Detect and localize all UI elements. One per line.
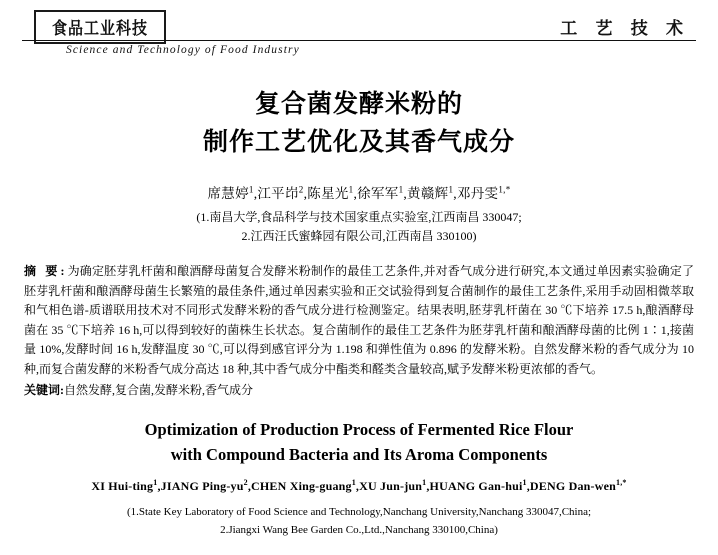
affiliation-en-1: (1.State Key Laboratory of Food Science and Technology,Nanchang University,Nanchang 330047,China; bbox=[126, 505, 592, 518]
journal-logo-text: 食品工业科技 bbox=[51, 19, 148, 38]
affiliations-en bbox=[0, 503, 718, 539]
authors-cn: 席慧婷$^1$,江平岇$^2$,陈星光$^1$,徐军军$^1$,黄赣辉$^1$,邓丹雯$^{1,*}$ bbox=[207, 184, 511, 201]
paper-title-cn bbox=[0, 86, 718, 162]
keywords-label: 关键词: bbox=[24, 383, 64, 397]
section-heading: 工 艺 技 术 bbox=[560, 19, 690, 38]
journal-logo bbox=[34, 10, 166, 44]
affiliation-cn-2: 2.江西汪氏蜜蜂园有限公司,江西南昌 330100) bbox=[241, 229, 477, 243]
affiliations-cn bbox=[0, 208, 718, 246]
affiliation-cn-1: (1.南昌大学,食品科学与技术国家重点实验室,江西南昌 330047; bbox=[196, 210, 522, 224]
abstract-label: 摘 要: bbox=[24, 264, 68, 278]
abstract-text: 为确定胚芽乳杆菌和酿酒酵母菌复合发酵米粉制作的最佳工艺条件,并对香气成分进行研究,本文通过单因素实验确定了胚芽乳杆菌和酿酒酵母菌生长繁殖的最佳条件,通过单因素实验和正交试验得到复合菌制作的最佳工艺条件,采用手动固相微萃取和气相色谱-质谱联用技术对不同形式发酵米粉的香气成分进行检测鉴定。结果表明,胚芽乳杆菌在 30 ℃下培养 17.5 h,酿酒酵母菌在 35 ℃下培养 16 h,可以得到较好的菌株生长状态。复合菌制作的最佳工艺条件为胚芽乳杆菌和酿酒酵母菌的比例 1∶1,接菌量 10%,发酵时间 16 h,发酵温度 30 ℃,可以得到感官评分为 1.198 和弹性值为 0.896 的发酵米粉。自然发酵米粉的香气成分为 10 种,而复合菌发酵的米粉香气成分高达 18 种,其中香气成分中酯类和醛类含量较高,赋予发酵米粉更浓郁的香气。 bbox=[24, 264, 694, 376]
paper-title-en bbox=[0, 417, 718, 467]
paper-title-cn-line1: 复合菌发酵米粉的 bbox=[254, 91, 463, 118]
keywords-cn bbox=[24, 381, 694, 401]
paper-title-cn-line2: 制作工艺优化及其香气成分 bbox=[202, 129, 515, 156]
page-header bbox=[0, 0, 718, 62]
header-divider bbox=[22, 40, 696, 41]
affiliation-en-2: 2.Jiangxi Wang Bee Garden Co.,Ltd.,Nanchang 330100,China) bbox=[220, 523, 498, 536]
authors-en: XI Hui-ting$^1$,JIANG Ping-$yu^2,CHEN$ Xing-guang$^1$,XU Jun-jun$^1$,HUANG Gan-hui$^1$,DENG Dan-wen$^{1,*}$ bbox=[91, 477, 627, 493]
keywords-text: 自然发酵,复合菌,发酵米粉,香气成分 bbox=[64, 383, 254, 397]
abstract-cn bbox=[24, 262, 694, 379]
paper-title-en-line2: with Compound Bacteria and Its Aroma Components bbox=[170, 444, 548, 464]
journal-english-name: Science and Technology of Food Industry bbox=[66, 44, 300, 56]
paper-title-en-line1: Optimization of Production Process of Fermented Rice Flour bbox=[144, 419, 574, 439]
